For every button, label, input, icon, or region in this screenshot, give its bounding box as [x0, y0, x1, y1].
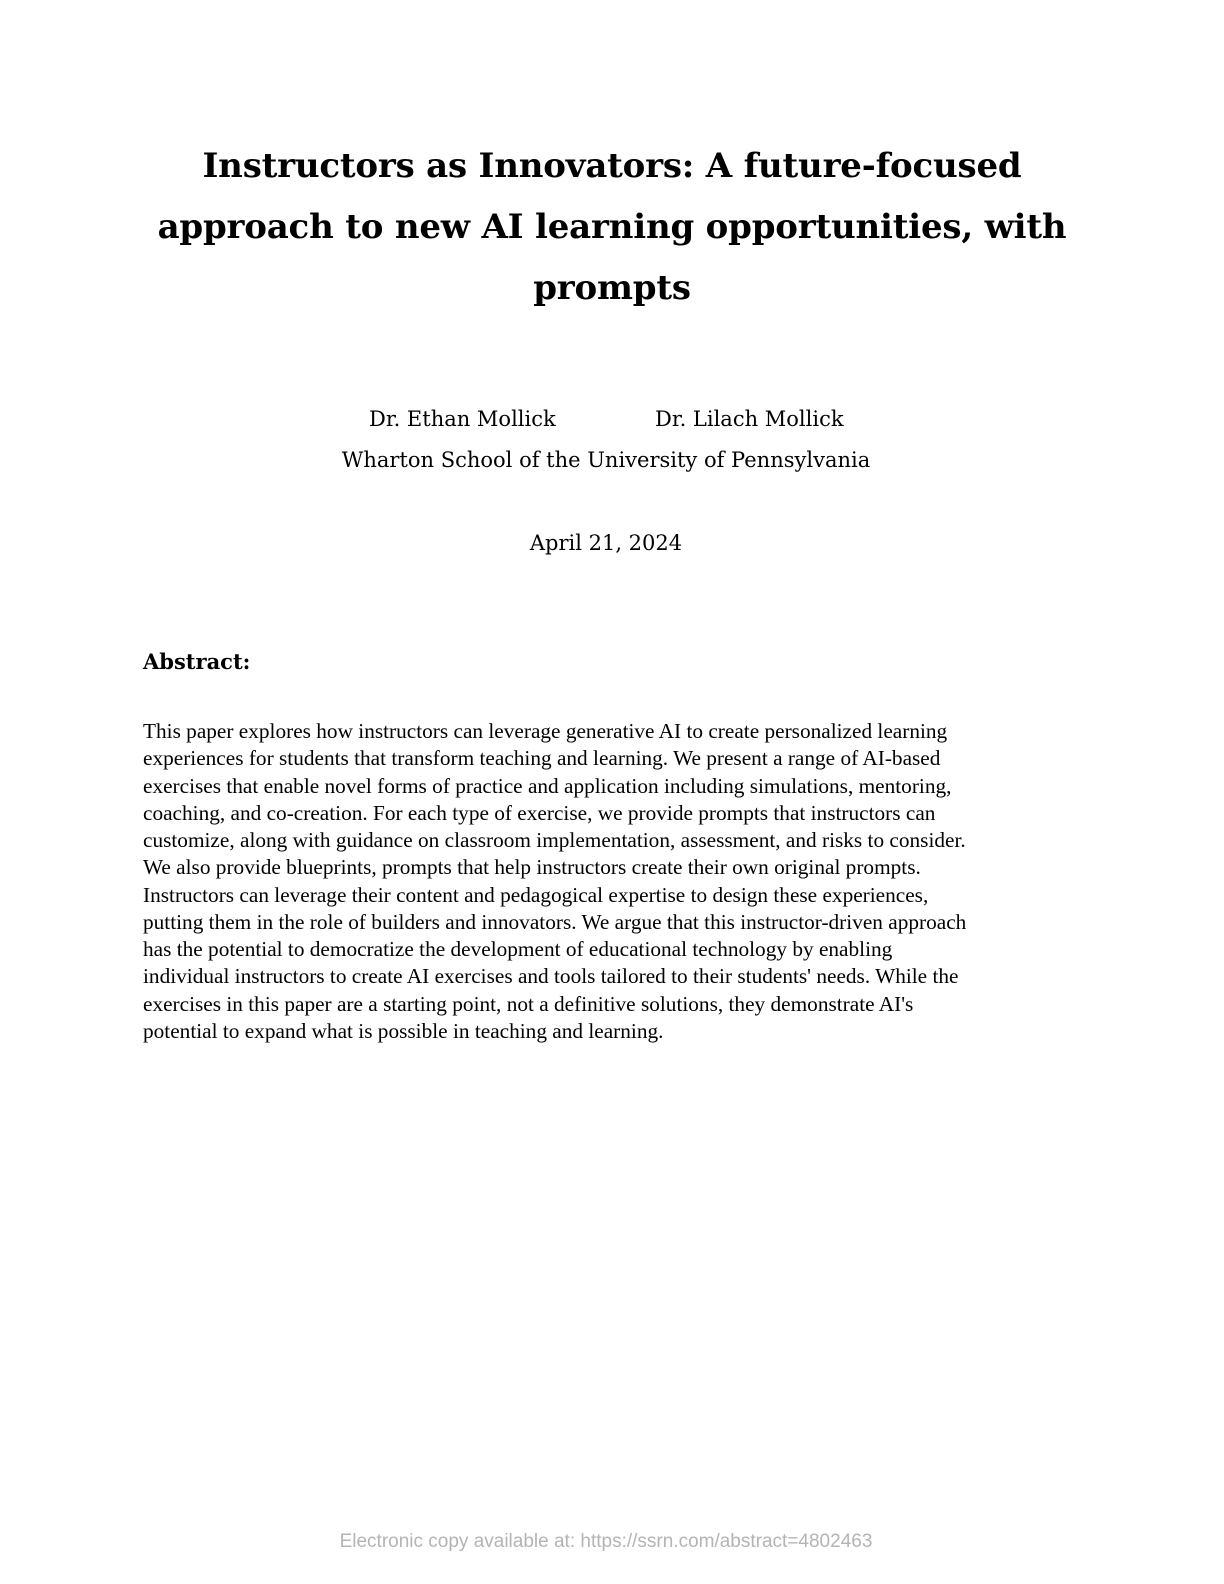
abstract-heading: Abstract:: [143, 649, 251, 674]
publication-date: April 21, 2024: [529, 531, 683, 555]
abstract-line: coaching, and co-creation. For each type of exercise, we provide prompts that instructors can: [143, 800, 936, 825]
author-name: Dr. Lilach Mollick: [655, 407, 844, 431]
author-affiliation: Wharton School of the University of Pennsylvania: [341, 448, 871, 472]
abstract-body: [143, 718, 1083, 1045]
author-name: Dr. Ethan Mollick: [369, 407, 556, 431]
abstract-line: Instructors can leverage their content and pedagogical expertise to design these experiences,: [143, 882, 929, 907]
paper-title: Instructors as Innovators: A future-focused approach to new AI learning opportunities, with prompts: [157, 146, 1067, 308]
abstract-line: exercises that enable novel forms of practice and application including simulations, mentoring,: [143, 773, 952, 798]
abstract-line: individual instructors to create AI exercises and tools tailored to their students' needs. While the: [143, 964, 959, 989]
abstract-line: customize, along with guidance on classroom implementation, assessment, and risks to consider.: [143, 828, 966, 852]
abstract-line: potential to expand what is possible in teaching and learning.: [143, 1018, 664, 1043]
abstract-line: has the potential to democratize the development of educational technology by enabling: [143, 937, 893, 961]
abstract-line: We also provide blueprints, prompts that help instructors create their own original prompts.: [143, 855, 921, 880]
abstract-line: exercises in this paper are a starting point, not a definitive solutions, they demonstrate AI's: [143, 991, 914, 1016]
abstract-line: putting them in the role of builders and innovators. We argue that this instructor-driven approach: [143, 909, 967, 934]
abstract-line: experiences for students that transform teaching and learning. We present a range of AI-based: [143, 746, 941, 771]
ssrn-footer: Electronic copy available at: https://ssrn.com/abstract=4802463: [339, 1531, 873, 1552]
abstract-line: This paper explores how instructors can leverage generative AI to create personalized learning: [143, 719, 948, 743]
